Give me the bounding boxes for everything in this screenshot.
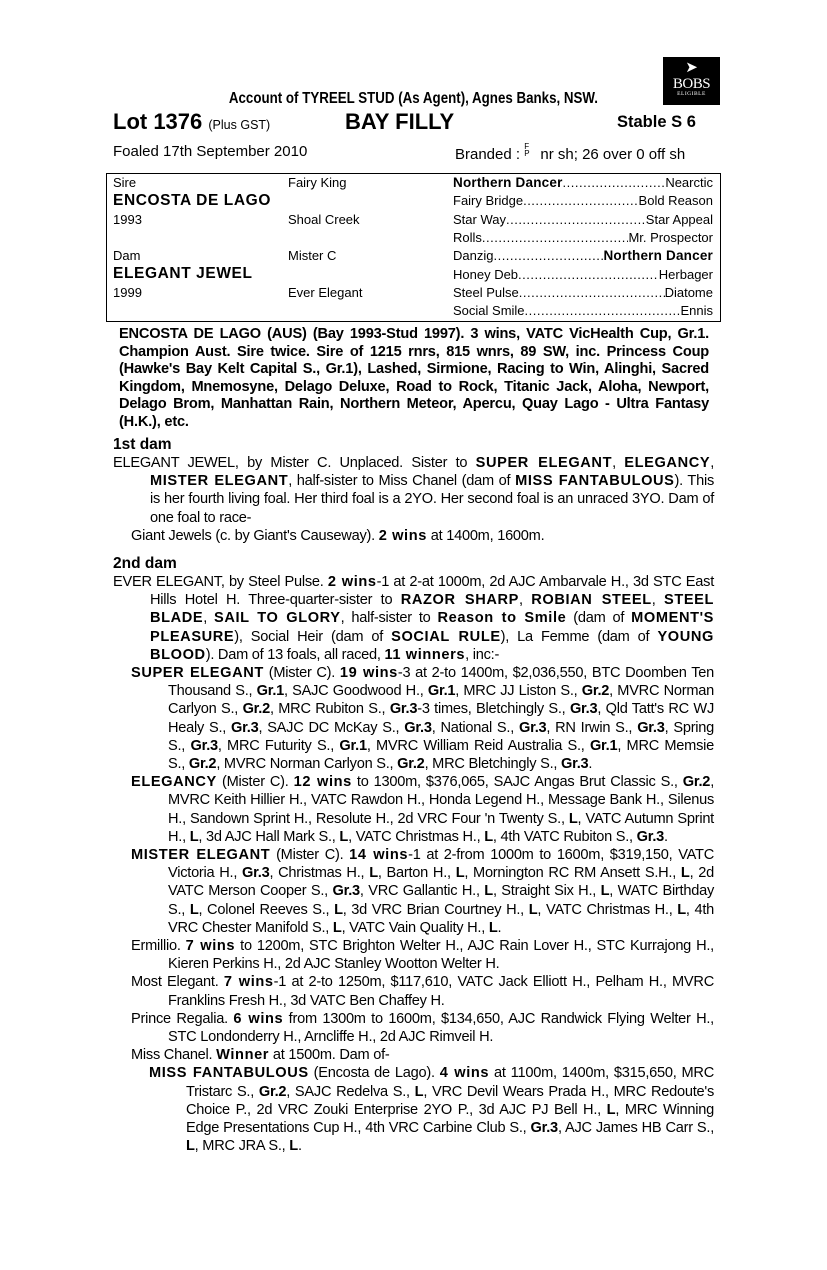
bold-name: 7 wins [223,974,274,991]
text-run: , MVRC William Reid Australia S., [366,737,590,754]
ancestor-row [453,229,713,247]
bold-name: MISTER ELEGANT [131,847,271,864]
second-dam-text [113,573,714,664]
bold-name: MISS FANTABULOUS [149,1065,309,1082]
text-run: , 4th VRC Chester Manifold S., [168,901,715,936]
race-grade: Gr.3 [637,719,665,736]
bold-name: 2 wins [378,527,427,544]
ancestor-row [453,247,713,265]
race-grade: Gr.2 [397,756,425,773]
progeny-entry [131,973,714,1009]
text-run: , Christmas H., [269,865,370,882]
ancestor-row [453,284,713,302]
sire-dam: Shoal Creek [288,212,360,227]
text-run: ). Dam of 13 foals, all raced, [205,646,385,663]
first-dam-progeny [131,527,714,545]
text-run: at 1500m. Dam of- [269,1047,390,1064]
leader-dots [506,211,646,229]
text-run: , National S., [431,719,519,736]
text-run: , 4th VATC Rubiton S., [492,828,637,845]
bold-name: MOMENT'S PLEASURE [150,610,715,645]
text-run: , MRC Bletchingly S., [424,756,561,773]
ancestor-left: Honey Deb [453,266,519,282]
race-grade: L [600,883,610,900]
text-run: Giant Jewels (c. by Giant's Causeway). [131,527,379,544]
race-grade: L [484,828,493,845]
text-run: , SAJC Goodwood H., [284,683,428,700]
text-run: , MRC Rubiton S., [269,701,390,718]
text-run: , Spring S., [168,719,715,754]
brand-mark-icon [524,143,536,157]
race-grade: Gr.3 [231,719,259,736]
text-run: , RN Irwin S., [546,719,638,736]
dam-name: ELEGANT JEWEL [113,265,253,282]
text-run: Miss Chanel. [131,1047,217,1064]
text-run: , 3d AJC Hall Mark S., [198,828,340,845]
race-grade: Gr.1 [256,683,285,700]
text-run: , half-sister to [340,610,438,627]
text-run: , MRC Memsie S., [168,737,714,773]
bold-name: ELEGANCY [624,455,711,471]
text-run: (dam of [566,610,632,627]
race-grade: Gr.3 [636,828,665,845]
bold-name: 14 wins [349,847,409,864]
text-run: , MVRC Keith Hillier H., VATC Rawdon H., Honda Legend H., Message Bank H., Silenus H., Sandown Sprint H., Resolute H., 2d VRC Four 'n Twenty S., [168,774,714,827]
text-run: , SAJC DC McKay S., [258,719,405,736]
race-grade: L [414,1083,424,1100]
ancestor-right: Mr. Prospector [628,229,713,245]
text-run: Prince Regalia. [131,1010,234,1027]
race-grade: L [606,1101,616,1118]
text-run: to 1300m, $376,065, SAJC Angas Brut Classic S., [351,774,683,791]
race-grade: L [339,828,349,845]
race-grade: Gr.2 [682,774,711,791]
bold-name: ELEGANCY [131,774,217,791]
race-grade: L [484,883,493,900]
text-run: (Mister C). [216,774,294,791]
second-dam-heading: 2nd dam [113,555,177,572]
race-grade: Gr.1 [589,737,618,754]
ancestor-left: Social Smile [453,303,525,319]
sire-name: ENCOSTA DE LAGO [113,192,271,209]
race-grade: L [488,919,498,936]
text-run: , Qld Tatt's RC WJ Healy S., [168,701,714,736]
race-grade: Gr.3 [518,719,547,736]
race-grade: Gr.3 [389,701,418,718]
text-run: . [664,828,668,845]
leader-dots [525,302,681,320]
brand-top: F [524,142,530,151]
leader-dots [519,284,665,302]
text-run: , [612,455,625,471]
bold-name: Reason to Smile [437,610,567,627]
race-grade: L [680,865,690,882]
text-run: , MRC Winning Edge Presentations Cup H., 4th VRC Carbine Club S., [186,1101,714,1137]
text-run: (Encosta de Lago). [308,1065,440,1082]
bold-name: 6 wins [233,1010,284,1027]
bold-name: Winner [216,1047,270,1064]
text-run: , VRC Devil Wears Prada H., MRC Redoute's Choice P., 2d VRC Zouki Enterprise 2YO P., 3d AJC PJ Bell H., [186,1083,714,1118]
race-grade: Gr.2 [188,756,217,773]
text-run: ), Social Heir (dam of [234,628,392,645]
text-run: at 1400m, 1600m. [426,527,545,544]
bold-name: 7 wins [185,938,236,955]
text-run: (Mister C). [263,665,340,682]
race-grade: L [369,865,378,882]
text-run: , WATC Birthday S., [168,883,714,918]
race-grade: Gr.3 [332,883,360,900]
bold-name: STEEL BLADE [150,592,715,627]
progeny-entry [131,1010,714,1046]
first-dam-heading: 1st dam [113,436,172,453]
stable-number: Stable S 6 [617,113,696,131]
bold-name: ROBIAN STEEL [531,592,652,609]
race-grade: Gr.3 [561,756,589,773]
horse-description: BAY FILLY [345,109,455,134]
race-grade: L [568,810,578,827]
race-grade: Gr.3 [242,865,270,882]
ancestor-row [453,266,713,284]
text-run: , Barton H., [377,865,456,882]
race-grade: Gr.3 [569,701,598,718]
dam-year: 1999 [113,285,142,300]
text-run: , SAJC Redelva S., [286,1083,415,1100]
progeny-list [113,664,714,1155]
text-run: , MRC JRA S., [194,1138,290,1155]
text-run: , [519,592,532,609]
progeny-entry [131,773,714,846]
vendor-account: Account of TYREEL STUD (As Agent), Agnes Banks, NSW. [228,90,598,107]
text-run: , MVRC Norman Carlyon S., [168,683,714,718]
sire-year: 1993 [113,212,142,227]
bold-name: SOCIAL RULE [391,628,501,645]
race-grade: Gr.3 [190,737,218,754]
dam-sire: Mister C [288,248,337,263]
text-run: (Mister C). [270,847,350,864]
brand-bottom: P [524,149,530,158]
text-run: , Mornington RC RM Ansett S.H., [464,865,681,882]
text-run: at 1100m, 1400m, $315,650, MRC Tristarc S., [186,1065,714,1100]
text-run: -1 at 2-at 1000m, 2d AJC Ambarvale H., 3d STC East Hills Hotel H. Three-quarter-sister to [150,574,715,609]
dam-label: Dam [113,248,141,263]
text-run: -1 at 2-to 1250m, $117,610, VATC Jack Elliott H., Pelham H., MVRC Franklins Fresh H., 3d VATC Ben Chaffey H. [168,974,714,1009]
ancestor-left: Northern Dancer [453,175,563,190]
sire-summary: ENCOSTA DE LAGO (AUS) (Bay 1993-Stud 1997). 3 wins, VATC VicHealth Cup, Gr.1. Champion Aust. Sire twice. Sire of 1215 rnrs, 815 wnrs, 89 SW, inc. Princess Coup (Hawke's Bay Kelt Capital S., Gr.1), Lashed, Sirmione, Racing to Win, Alinghi, Sacred Kingdom, Mnemosyne, Delago Deluxe, Road to Rock, Titanic Jack, Aloha, Newport, Delago Brom, Manhattan Rain, Northern Meteor, Apercu, Quay Lago - Ultra Fantasy (H.K.), etc. [119,326,709,430]
bold-name: SUPER ELEGANT [131,665,264,682]
text-run: , half-sister to Miss Chanel (dam of [288,473,516,490]
race-grade: Gr.2 [258,1083,287,1100]
ancestor-right: Diatome [664,284,713,300]
text-run: , VATC Christmas H., [348,828,485,845]
race-grade: L [528,901,538,918]
race-grade: L [189,901,199,918]
bold-name: 2 wins [327,574,377,590]
progeny-entry [131,846,714,937]
sire-sire: Fairy King [288,175,347,190]
ancestor-left: Rolls [453,229,482,245]
ancestor-right: Star Appeal [645,211,713,227]
text-run: , [710,455,714,471]
text-run: , VRC Gallantic H., [359,883,485,900]
bold-name: MISS FANTABULOUS [515,473,675,490]
text-run: , VATC Christmas H., [537,901,678,918]
text-run: . [297,1138,302,1155]
bold-name: RAZOR SHARP [400,592,520,609]
text-run: , [203,610,215,627]
dam-dam: Ever Elegant [288,285,363,300]
leader-dots [493,247,603,265]
ancestor-row [453,192,713,210]
ancestor-right: Ennis [680,303,713,319]
text-run: , MRC Futurity S., [217,737,340,754]
text-run: . [497,919,502,936]
ancestor-left: Steel Pulse [453,284,519,300]
text-run: ), La Femme (dam of [500,628,658,645]
race-grade: L [332,919,342,936]
race-grade: L [455,865,465,882]
race-grade: L [677,901,686,918]
text-run: , [651,592,664,609]
text-run: -1 at 2-from 1000m to 1600m, $319,150, VATC Victoria H., [168,847,714,882]
text-run: , VATC Autumn Sprint H., [168,810,714,845]
text-run: . [588,756,593,773]
first-dam-text [113,454,714,527]
text-run: ). This is her fourth living foal. Her third foal is a 2YO. Her second foal is an unraced 3YO. Dam of one foal to race- [150,473,714,526]
leader-dots [563,174,666,192]
ancestor-row [453,174,713,192]
ancestor-left: Danzig [453,248,494,264]
logo-subtext: ELIGIBLE [677,91,706,97]
text-run: , Colonel Reeves S., [198,901,335,918]
text-run: , MRC JJ Liston S., [455,683,582,700]
second-dam-section [113,555,714,1156]
text-run: Ermillio. [131,938,186,955]
race-grade: Gr.3 [404,719,432,736]
race-grade: Gr.2 [242,701,270,718]
race-grade: L [334,901,343,918]
logo-text: BOBS [672,76,711,92]
race-grade: Gr.1 [427,683,456,700]
text-run: -3 times, Bletchingly S., [417,701,570,718]
text-run: , inc:- [465,646,500,663]
progeny-entry [149,1064,714,1155]
bold-name: 4 wins [439,1065,490,1082]
sire-label: Sire [113,175,137,190]
progeny-entry [131,1046,714,1064]
race-grade: Gr.3 [530,1120,558,1137]
bold-name: 12 wins [293,774,352,791]
text-run: from 1300m to 1600m, $134,650, AJC Randwick Flying Welter H., STC Londonderry H., Arncliffe H., 2d AJC Rimveil H. [168,1010,714,1046]
text-run: , 3d VRC Brian Courtney H., [342,901,529,918]
race-grade: L [189,828,199,845]
ancestor-right: Herbager [658,266,713,282]
bold-name: SAIL TO GLORY [214,610,341,627]
text-run: to 1200m, STC Brighton Welter H., AJC Rain Lover H., STC Kurrajong H., Kieren Perkins H., 2d AJC Stanley Wootton Welter H. [168,938,714,973]
text-run: EVER ELEGANT, by Steel Pulse. [113,574,328,590]
leader-dots [523,192,638,210]
text-run: , AJC James HB Carr S., [557,1120,714,1137]
text-run: -3 at 2-to 1400m, $2,036,550, BTC Doomben Ten Thousand S., [168,665,714,700]
ancestor-left: Star Way [453,211,506,227]
ancestor-right: Northern Dancer [603,248,713,264]
ancestor-left: Fairy Bridge [453,193,524,209]
ancestor-right: Nearctic [665,175,713,190]
text-run: , Straight Six H., [492,883,601,900]
race-grade: Gr.2 [581,683,610,700]
text-run: , VATC Vain Quality H., [341,919,489,936]
branded-label: Branded : [455,146,521,163]
ancestor-row [453,211,713,229]
race-grade: L [186,1138,195,1155]
bold-name: 19 wins [339,665,398,682]
bold-name: 11 winners [384,646,466,663]
race-grade: L [289,1138,298,1155]
lot-number [113,109,270,135]
text-run: ELEGANT JEWEL, by Mister C. Unplaced. Sister to [113,455,476,471]
bold-name: SUPER ELEGANT [475,455,613,471]
horse-logo-icon: ➤ [685,59,698,76]
gst-note: (Plus GST) [208,118,271,132]
foaling-date: Foaled 17th September 2010 [113,143,308,160]
text-run: Most Elegant. [131,974,224,991]
ancestor-right: Bold Reason [638,193,713,209]
leader-dots [482,229,629,247]
text-run: , 2d VATC Merson Cooper S., [168,865,714,900]
first-dam-section [113,436,714,545]
race-grade: Gr.1 [339,737,367,754]
progeny-entry [131,937,714,973]
branded-text: nr sh; 26 over 0 off sh [540,146,686,163]
bold-name: YOUNG BLOOD [150,628,714,663]
leader-dots [518,266,659,284]
progeny-entry [131,664,714,773]
text-run: , MVRC Norman Carlyon S., [216,756,398,773]
pedigree-table [106,173,721,322]
bobs-eligible-logo [663,57,720,105]
lot-label: Lot 1376 [113,109,203,134]
bold-name: MISTER ELEGANT [150,473,289,490]
brand-info [455,143,685,163]
ancestor-row [453,302,713,320]
